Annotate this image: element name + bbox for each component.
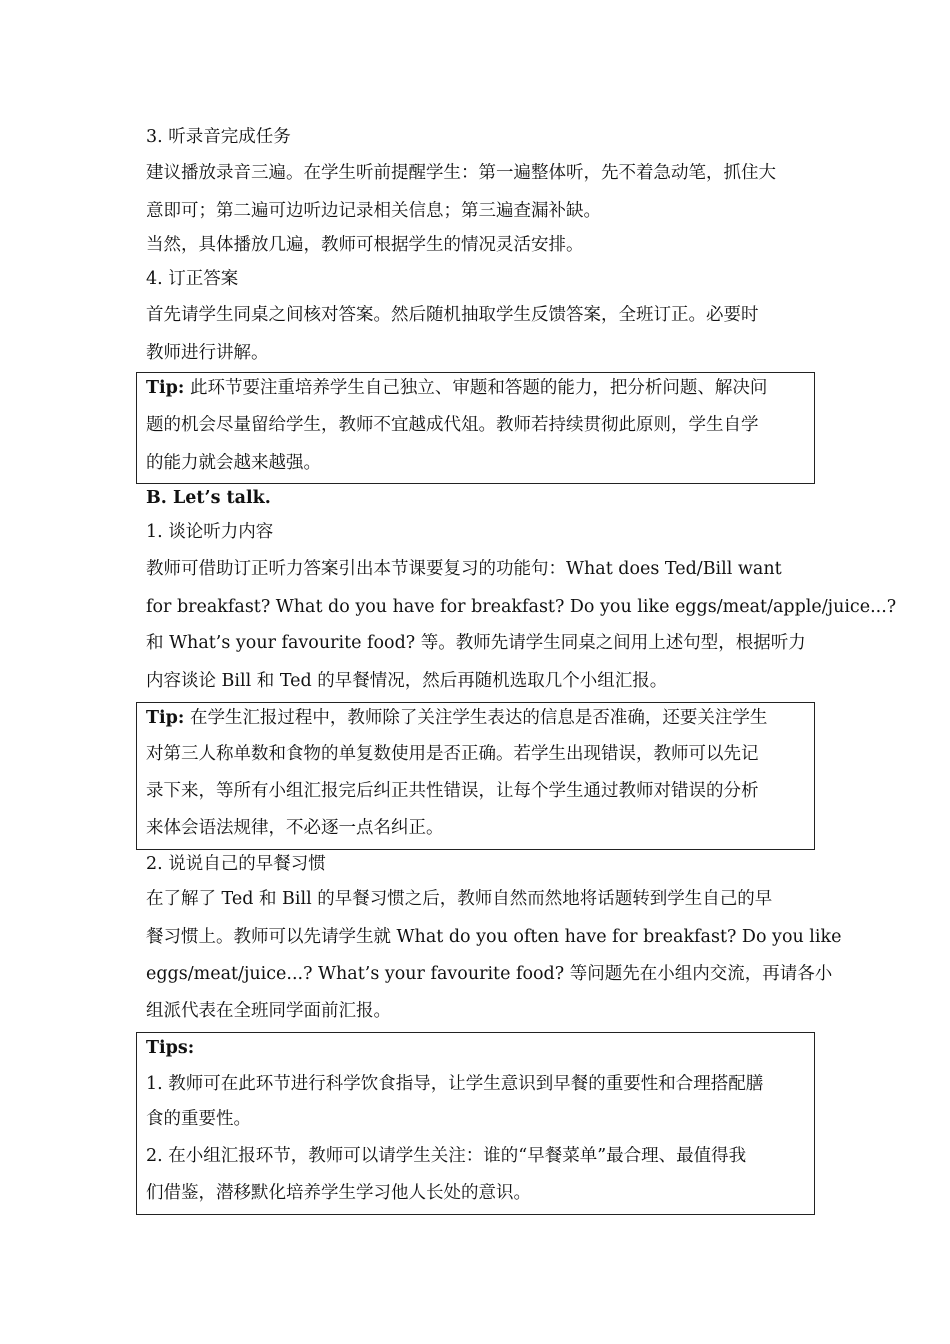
- section-heading: 4. 订正答案: [146, 269, 239, 289]
- paragraph-line: 和 What’s your favourite food? 等。教师先请学生同桌之间用上述句型，根据听力: [146, 633, 806, 653]
- tip-line: 来体会语法规律，不必逐一点名纠正。: [146, 818, 444, 838]
- tips-line: 食的重要性。: [146, 1109, 251, 1129]
- tip-label: Tip:: [146, 708, 185, 728]
- paragraph-line: 建议播放录音三遍。在学生听前提醒学生：第一遍整体听，先不着急动笔，抓住大: [146, 163, 776, 183]
- tip-line: Tip: 在学生汇报过程中，教师除了关注学生表达的信息是否准确，还要关注学生: [146, 708, 768, 728]
- paragraph-line: 内容谈论 Bill 和 Ted 的早餐情况，然后再随机选取几个小组汇报。: [146, 671, 668, 691]
- paragraph-line: 首先请学生同桌之间核对答案。然后随机抽取学生反馈答案，全班订正。必要时: [146, 305, 759, 325]
- paragraph-line: 意即可；第二遍可边听边记录相关信息；第三遍查漏补缺。: [146, 201, 601, 221]
- tip-line: 录下来，等所有小组汇报完后纠正共性错误，让每个学生通过教师对错误的分析: [146, 781, 759, 801]
- paragraph-line: 教师进行讲解。: [146, 343, 269, 363]
- tip-line: 对第三人称单数和食物的单复数使用是否正确。若学生出现错误，教师可以先记: [146, 744, 759, 764]
- tip-line: 的能力就会越来越强。: [146, 453, 321, 473]
- tips-label: Tips:: [146, 1038, 195, 1058]
- section-heading: 3. 听录音完成任务: [146, 127, 291, 147]
- subsection-heading: 1. 谈论听力内容: [146, 522, 274, 542]
- subsection-heading: 2. 说说自己的早餐习惯: [146, 854, 326, 874]
- paragraph-line: 组派代表在全班同学面前汇报。: [146, 1001, 391, 1021]
- tip-label: Tip:: [146, 378, 185, 398]
- tips-box: [136, 1032, 815, 1215]
- paragraph-line: 餐习惯上。教师可以先请学生就 What do you often have for breakfast? Do you like: [146, 927, 842, 947]
- section-heading-bold: B. Let’s talk.: [146, 488, 271, 508]
- tip-box: [136, 372, 815, 484]
- paragraph-line: 教师可借助订正听力答案引出本节课要复习的功能句：What does Ted/Bill want: [146, 559, 782, 579]
- tips-line: 2. 在小组汇报环节，教师可以请学生关注：谁的“早餐菜单”最合理、最值得我: [146, 1146, 747, 1166]
- tip-line: Tip: 此环节要注重培养学生自己独立、审题和答题的能力，把分析问题、解决问: [146, 378, 768, 398]
- tip-line: 题的机会尽量留给学生，教师不宜越成代俎。教师若持续贯彻此原则，学生自学: [146, 415, 759, 435]
- tips-line: 们借鉴，潜移默化培养学生学习他人长处的意识。: [146, 1183, 531, 1203]
- paragraph-line: 当然，具体播放几遍，教师可根据学生的情况灵活安排。: [146, 235, 584, 255]
- paragraph-line: 在了解了 Ted 和 Bill 的早餐习惯之后，教师自然而然地将话题转到学生自己的早: [146, 889, 773, 909]
- paragraph-line: eggs/meat/juice...? What’s your favourite food? 等问题先在小组内交流，再请各小: [146, 964, 833, 984]
- tips-line: 1. 教师可在此环节进行科学饮食指导，让学生意识到早餐的重要性和合理搭配膳: [146, 1074, 764, 1094]
- tip-box: [136, 702, 815, 850]
- paragraph-line: for breakfast? What do you have for breakfast? Do you like eggs/meat/apple/juice...?: [146, 597, 897, 617]
